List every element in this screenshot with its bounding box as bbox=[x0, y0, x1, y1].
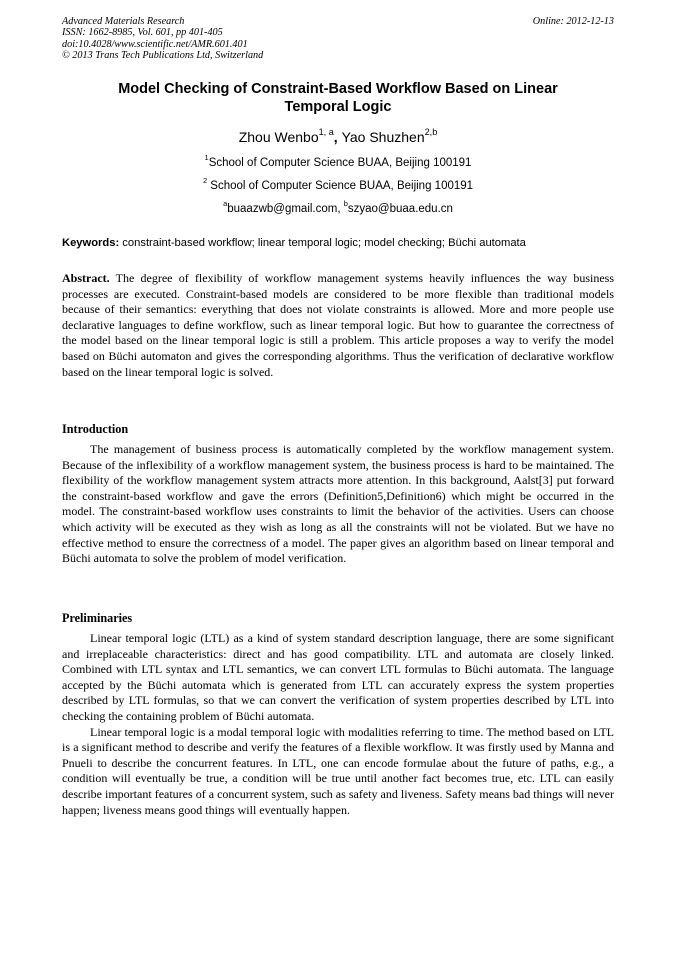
title-line-1: Model Checking of Constraint-Based Workflow Based on Linear bbox=[118, 81, 558, 97]
journal-name: Advanced Materials Research bbox=[62, 16, 185, 27]
emails bbox=[62, 199, 614, 216]
affil-2-sup: 2 bbox=[202, 176, 208, 186]
online-date: Online: 2012-12-13 bbox=[532, 16, 614, 27]
affil-1-sup: 1 bbox=[204, 153, 209, 163]
abstract bbox=[62, 271, 614, 380]
author-line bbox=[62, 128, 614, 146]
introduction-body bbox=[62, 442, 614, 567]
author-1: Zhou Wenbo bbox=[238, 129, 319, 145]
preliminaries-body bbox=[62, 631, 614, 818]
author-2-sup: 2,b bbox=[424, 127, 438, 138]
doi-line[interactable]: doi:10.4028/www.scientific.net/AMR.601.401 bbox=[62, 38, 248, 50]
author-1-sup: 1, a bbox=[318, 127, 334, 138]
journal-header bbox=[62, 16, 263, 62]
title-line-2: Temporal Logic bbox=[284, 99, 392, 115]
author-separator: , bbox=[333, 129, 342, 145]
prelim-paragraph-2: Linear temporal logic is a modal temporal logic with modalities referring to time. The method based on LTL is a significant method to describe and verify the features of a flexible workflow. It was firstly used by Manna and Pnueli to describe the concurrent features. In LTL, one can encode formulae about the future of paths, e.g., a condition will eventually be true, a condition will be true until another fact becomes true, etc. LTL can easily describe important features of a concurrent system, such as safety and liveness. Safety means bad things will never happen; liveness means good things will eventually happen. bbox=[62, 724, 614, 817]
email-a-sup: a bbox=[223, 199, 228, 209]
keywords bbox=[62, 236, 614, 250]
paper-title bbox=[62, 80, 614, 116]
keywords-text: constraint-based workflow; linear temporal logic; model checking; Büchi automata bbox=[119, 237, 526, 249]
intro-paragraph-1: The management of business process is automatically completed by the workflow management system. Because of the inflexibility of a workflow management system, the business process is hard to be maintained. The flexibility of the workflow management system attracts more attention. In this background, Aalst[3] put forward the constraint-based workflow and gave the errors (Definition5,Definition6) which might be occurred in the model. The constraint-based workflow uses constraints to limit the behavior of the activities. Users can choose which activity will be executed as they wish as long as all the constraints will not be violated. But we have no effective method to ensure the correctness of a model. The paper gives an algorithm based on linear temporal and Büchi automata to solve the problem of model verification. bbox=[62, 442, 614, 566]
prelim-paragraph-1: Linear temporal logic (LTL) as a kind of system standard description language, there are some significant and irreplaceable characteristics: direct and has good compatibility. LTL and automata are closely linked. Combined with LTL syntax and LTL semantics, we can convert LTL formulas to Büchi automata. The language accepted by the Büchi automata which is generated from LTL can accurately express the system properties described by LTL formulas, so that we can convert the verification of system properties described by LTL into checking the containing problem of Büchi automata. bbox=[62, 631, 614, 723]
author-2: Yao Shuzhen bbox=[341, 129, 425, 145]
copyright-line: © 2013 Trans Tech Publications Ltd, Switzerland bbox=[62, 50, 264, 62]
email-a[interactable]: buaazwb@gmail.com, bbox=[227, 203, 344, 215]
keywords-label: Keywords: bbox=[62, 237, 120, 249]
section-heading-introduction: Introduction bbox=[62, 422, 129, 436]
section-heading-preliminaries: Preliminaries bbox=[62, 611, 133, 625]
abstract-label: Abstract. bbox=[62, 271, 110, 285]
email-b[interactable]: szyao@buaa.edu.cn bbox=[347, 203, 453, 215]
affil-1-text: School of Computer Science BUAA, Beijing 100191 bbox=[208, 157, 472, 169]
affil-2-text: School of Computer Science BUAA, Beijing 100191 bbox=[207, 180, 474, 192]
abstract-text: The degree of flexibility of workflow management systems heavily influences the way business processes are executed. Constraint-based models are considered to be more flexible than traditional models because of their semantics: everything that does not violate constraints is allowed. More and more people use declarative languages to define workflow, such as linear temporal logic. But how to guarantee the correctness of the model based on the linear temporal logic is still a problem. This article proposes a way to verify the model based on Büchi automaton and gives the corresponding algorithms. Thus the verification of declarative workflow based on the linear temporal logic is solved. bbox=[62, 271, 614, 379]
issn-line: ISSN: 1662-8985, Vol. 601, pp 401-405 bbox=[62, 27, 223, 39]
affiliation-1 bbox=[62, 153, 614, 170]
affiliation-2 bbox=[62, 176, 614, 193]
email-b-sup: b bbox=[343, 199, 348, 209]
